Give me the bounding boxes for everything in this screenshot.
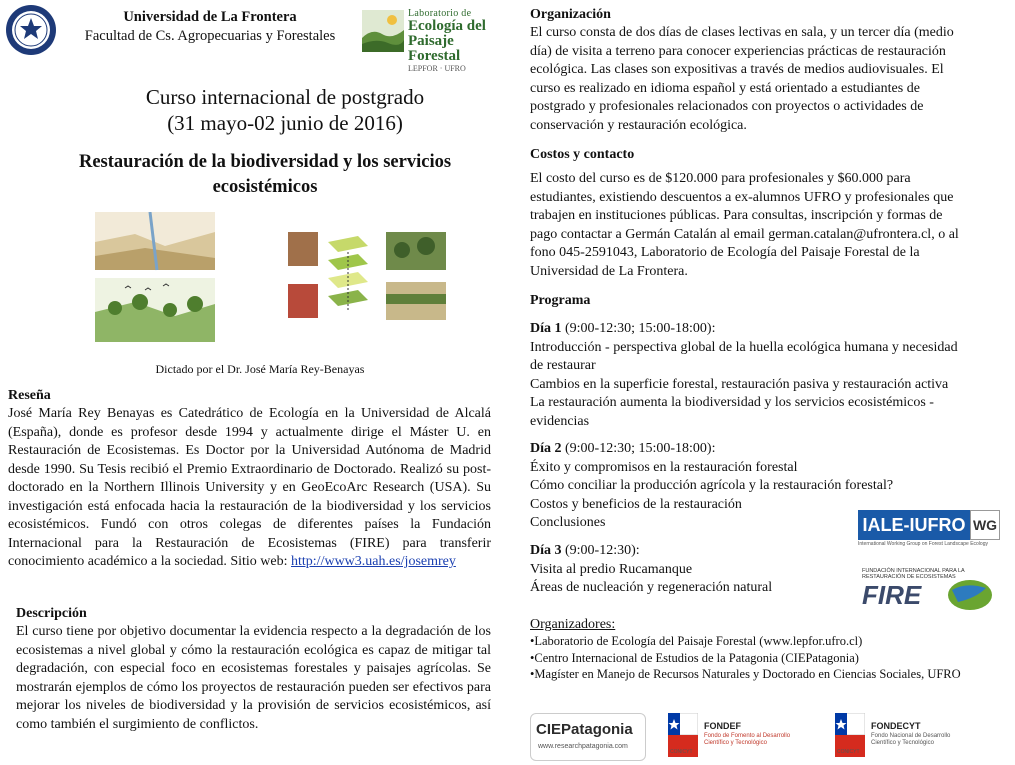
faculty-name: Facultad de Cs. Agropecuarias y Forestales	[84, 28, 336, 44]
fondef-logo	[668, 713, 802, 761]
lecturer-credit: Dictado por el Dr. José María Rey-Benayas	[155, 362, 365, 376]
day3-item: Áreas de nucleación y regeneración natural	[530, 580, 773, 595]
resena-body: José María Rey Benayas es Catedrático de Ecología en la Universidad de Alcalá (España), donde es profesor desde 1994 y actualmente dirige el Máster U. en Restauración de Ecosistemas. Es Doctor por la Universidad Autónoma de Madrid desde 1990. Su Tesis recibió el Premio Extraordinario de Doctorado. Realizó su post-doctorado en la Northern Illinois University y en GeoEcoArc Research (USA). Su investigación está enfocada hacia la restauración de la biodiversidad y los servicios ecosistémicos. Fundó con otros colegas de diferentes países la Fundación Internacional para la Restauración de Ecosistemas (FIRE) para transferir conocimiento académico a la sociedad. Sitio web:	[8, 406, 491, 569]
organizador-item: •Centro Internacional de Estudios de la Patagonia (CIEPatagonia)	[530, 650, 859, 665]
descripcion-heading: Descripción	[16, 606, 87, 621]
lab-logo-line2: Ecología del	[408, 18, 486, 34]
organizadores-heading: Organizadores:	[530, 617, 616, 632]
fondef-subtitle: Fondo de Fomento al Desarrollo Científico y Tecnológico	[704, 733, 791, 746]
university-seal-logo	[5, 4, 57, 56]
fire-label: FIRE	[862, 580, 922, 610]
iale-subtitle: International Working Group on Forest Landscape Ecology	[858, 541, 988, 547]
fondecyt-label: FONDECYT	[871, 721, 921, 731]
organizacion-text: El curso consta de dos días de clases lectivas en sala, y un tercer día (medio día) de visita a terreno para conocer experiencias prácticas de restauración ecológica. Las clases son expositivas a través de medios audiovisuales. El curso es realizado en idioma español y está orientado a estudiantes de postgrado y profesionales relacionados con proyectos o actividades de conservación y restauración ecológica.	[530, 25, 954, 133]
day1-item: Introducción - perspectiva global de la huella ecológica humana y necesidad de restaurar	[530, 339, 958, 373]
iale-iufro-logo	[858, 510, 1000, 550]
course-dates: (31 mayo-02 junio de 2016)	[167, 111, 403, 135]
day3-item: Visita al predio Rucamanque	[530, 561, 693, 577]
cie-label: CIEPatagonia	[536, 721, 633, 738]
course-type: Curso internacional de postgrado	[145, 85, 425, 109]
cie-url: www.researchpatagonia.com	[538, 743, 628, 750]
resena-heading: Reseña	[8, 388, 51, 403]
program-day-2	[530, 440, 894, 533]
costos-heading: Costos y contacto	[530, 147, 635, 162]
day2-item: Costos y beneficios de la restauración	[530, 496, 742, 512]
resena-section	[8, 387, 491, 572]
lab-logo	[362, 6, 498, 73]
day3-label: Día 3	[530, 543, 562, 558]
landscape-icon	[362, 10, 404, 52]
day2-item: Cómo conciliar la producción agrícola y la restauración forestal?	[530, 478, 894, 493]
course-heading	[60, 84, 510, 136]
day1-time: (9:00-12:30; 15:00-18:00):	[561, 321, 716, 336]
lab-logo-line3: Paisaje Forestal	[408, 33, 461, 64]
program-day-3	[530, 542, 850, 598]
lab-logo-line4: LEPFOR · UFRO	[408, 64, 466, 73]
organizador-item: •Laboratorio de Ecología del Paisaje Forestal (www.lepfor.ufro.cl)	[530, 634, 863, 648]
descripcion-text: El curso tiene por objetivo documentar la evidencia respecto a la degradación de los ecosistemas a nivel global y cómo la restauración ecológica es capaz de mitigar tal degradación, con especial foco en ecosistemas forestales y paisajes agrícolas. Se mostrarán ejemplos de cómo los proyectos de restauración pueden ser efectivos para mejorar los niveles de biodiversidad y la provisión de servicios ecosistémicos, así como también el surgimiento de conflictos.	[16, 624, 491, 732]
day2-label: Día 2	[530, 441, 562, 456]
iale-label: IALE-IUFRO	[858, 510, 970, 540]
course-title	[20, 150, 510, 200]
university-header	[65, 8, 355, 46]
organizacion-section	[530, 6, 970, 135]
globe-icon	[946, 578, 994, 612]
program-day-1	[530, 320, 970, 431]
iale-wg-label: WG	[970, 510, 1000, 540]
day1-label: Día 1	[530, 321, 562, 336]
course-title-line1: Restauración de la biodiversidad y los servicios	[78, 152, 452, 172]
ciepatagonia-logo	[530, 713, 646, 761]
costos-section	[530, 146, 970, 281]
course-title-line2: ecosistémicos	[212, 177, 318, 197]
fondecyt-conicyt: CONICYT	[837, 749, 860, 755]
fondef-label: FONDEF	[704, 721, 741, 731]
day2-time: (9:00-12:30; 15:00-18:00):	[561, 441, 716, 456]
fondecyt-subtitle: Fondo Nacional de Desarrollo Científico y Tecnológico	[871, 733, 951, 746]
organizacion-heading: Organización	[530, 7, 611, 22]
programa-heading: Programa	[530, 293, 591, 308]
restoration-photos	[380, 232, 450, 322]
restoration-diagram	[288, 232, 378, 322]
descripcion-section	[16, 605, 491, 734]
organizador-item: •Magíster en Manejo de Recursos Naturales y Doctorado en Ciencias Sociales, UFRO	[530, 667, 961, 681]
day2-item: Conclusiones	[530, 515, 606, 530]
lab-logo-line1: Laboratorio de	[408, 8, 472, 19]
fondef-conicyt: CONICYT	[670, 749, 693, 755]
fire-logo	[858, 568, 1000, 614]
resena-text	[8, 405, 491, 572]
costos-text: El costo del curso es de $120.000 para profesionales y $60.000 para estudiantes, existiendo descuentos a ex-alumnos UFRO y profesionales que trabajen en instituciones públicas. Para consultas, inscripción y formas de pago contactar a Germán Catalán al email german.catalan@ufrontera.cl, o al fono 045-2591043, Laboratorio de Ecología del Paisaje Forestal de la Universidad de La Frontera.	[530, 171, 959, 279]
fondecyt-logo	[835, 713, 969, 761]
university-name: Universidad de La Frontera	[123, 9, 297, 25]
day2-item: Éxito y compromisos en la restauración forestal	[530, 459, 798, 475]
day3-time: (9:00-12:30):	[561, 543, 640, 558]
organizadores-list	[530, 633, 980, 683]
day1-item: La restauración aumenta la biodiversidad y los servicios ecosistémicos - evidencias	[530, 395, 934, 429]
day1-item: Cambios en la superficie forestal, restauración pasiva y restauración activa	[530, 376, 949, 392]
landscape-illustration	[95, 212, 215, 342]
resena-website-link[interactable]: http://www3.uah.es/josemrey	[291, 554, 456, 569]
fire-subtitle: FUNDACIÓN INTERNACIONAL PARA LA RESTAURACIÓN DE ECOSISTEMAS	[862, 568, 965, 580]
